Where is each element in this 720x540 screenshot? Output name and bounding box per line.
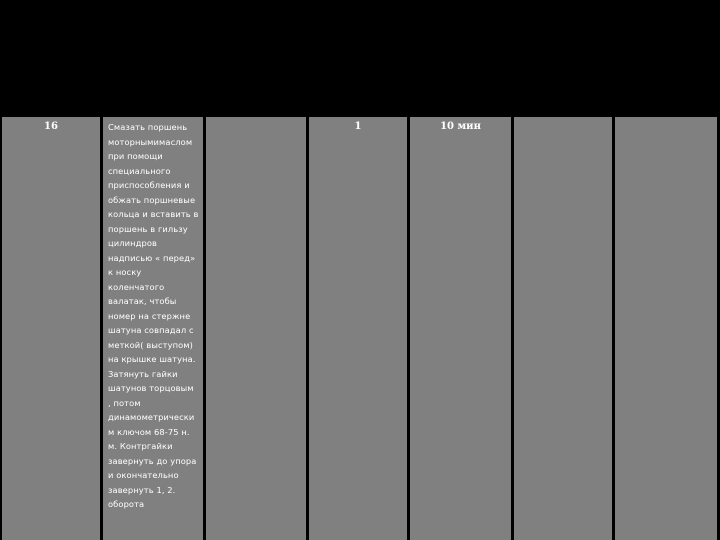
cell-empty-3 [206, 117, 306, 540]
cell-quantity [309, 117, 407, 540]
operation-description: Смазать поршень моторнымимаслом при помощи специального приспособления и обжать поршневые кольца и вставить в поршень в гильзу цилиндров надписью « перед» к носку коленчатого валатак, чтобы номер на стержне шатуна совпадал с меткой( выступом) на крышке шатуна. Затянуть гайки шатунов торцовым , потом динамометрически м ключом 68-75 н. м. Контргайки завернуть до упора и окончательно завернуть 1, 2. оборота [108, 122, 199, 509]
slide-header-band [0, 0, 720, 113]
step-number: 16 [44, 121, 58, 132]
cell-time [410, 117, 511, 540]
cell-3-text [206, 117, 306, 121]
cell-7-text [615, 117, 717, 121]
cell-6-text [514, 117, 612, 121]
operations-table [0, 113, 720, 540]
cell-empty-7 [615, 117, 717, 540]
quantity-value: 1 [354, 121, 362, 132]
cell-step-number [2, 117, 100, 540]
time-value: 10 мин [440, 121, 481, 132]
cell-empty-6 [514, 117, 612, 540]
cell-operation-description [103, 117, 203, 540]
